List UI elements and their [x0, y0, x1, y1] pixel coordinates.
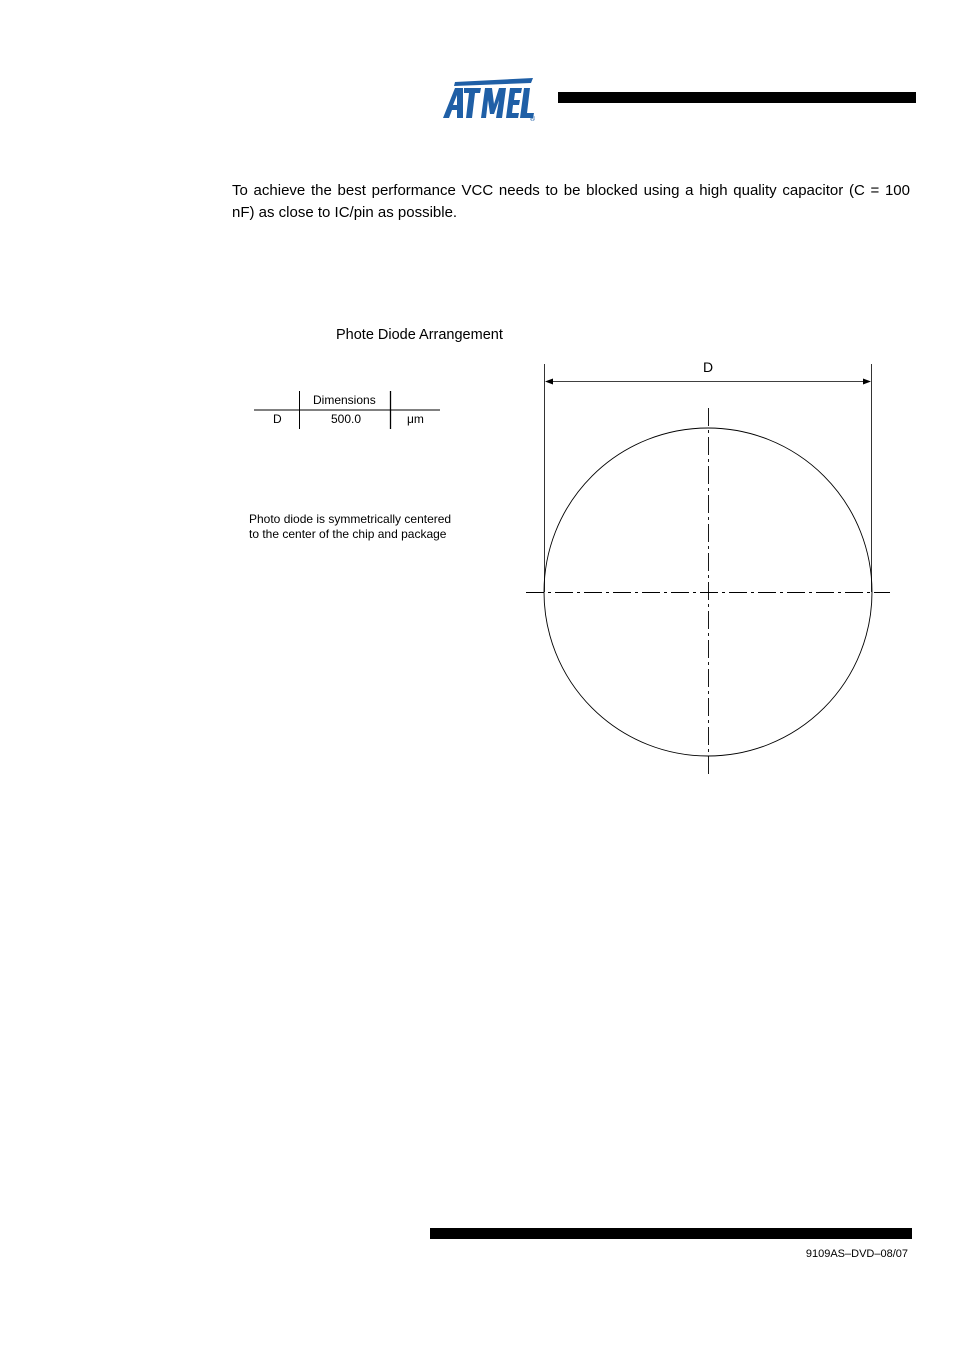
- dimensions-table: [254, 391, 440, 429]
- photodiode-drawing: [520, 358, 896, 778]
- dimension-label: D: [702, 359, 714, 375]
- registered-mark: ®: [529, 115, 536, 122]
- arrow-left-icon: [545, 379, 553, 385]
- atmel-logo: [441, 76, 539, 122]
- table-cell-unit: μm: [407, 412, 424, 426]
- intro-paragraph: To achieve the best performance VCC needs to be blocked using a high quality capacitor (C = 100 nF) as close to IC/pin as possible.: [232, 182, 910, 221]
- table-header-dimensions: Dimensions: [313, 393, 376, 407]
- figure-note: [249, 512, 489, 542]
- atmel-logo-graphic: [441, 76, 539, 122]
- arrow-right-icon: [863, 379, 871, 385]
- figure-note-line-2: to the center of the chip and package: [249, 527, 447, 541]
- figure-caption: Phote Diode Arrangement: [336, 327, 503, 343]
- footer-rule: [430, 1228, 912, 1239]
- table-cell-symbol: D: [273, 412, 282, 426]
- photodiode-diagram: [520, 358, 896, 778]
- figure-note-line-1: Photo diode is symmetrically centered: [249, 512, 452, 526]
- photodiode-circle: [544, 428, 872, 756]
- header-rule: [558, 92, 916, 103]
- document-number: 9109AS–DVD–08/07: [805, 1248, 908, 1260]
- table-cell-value: 500.0: [331, 412, 362, 426]
